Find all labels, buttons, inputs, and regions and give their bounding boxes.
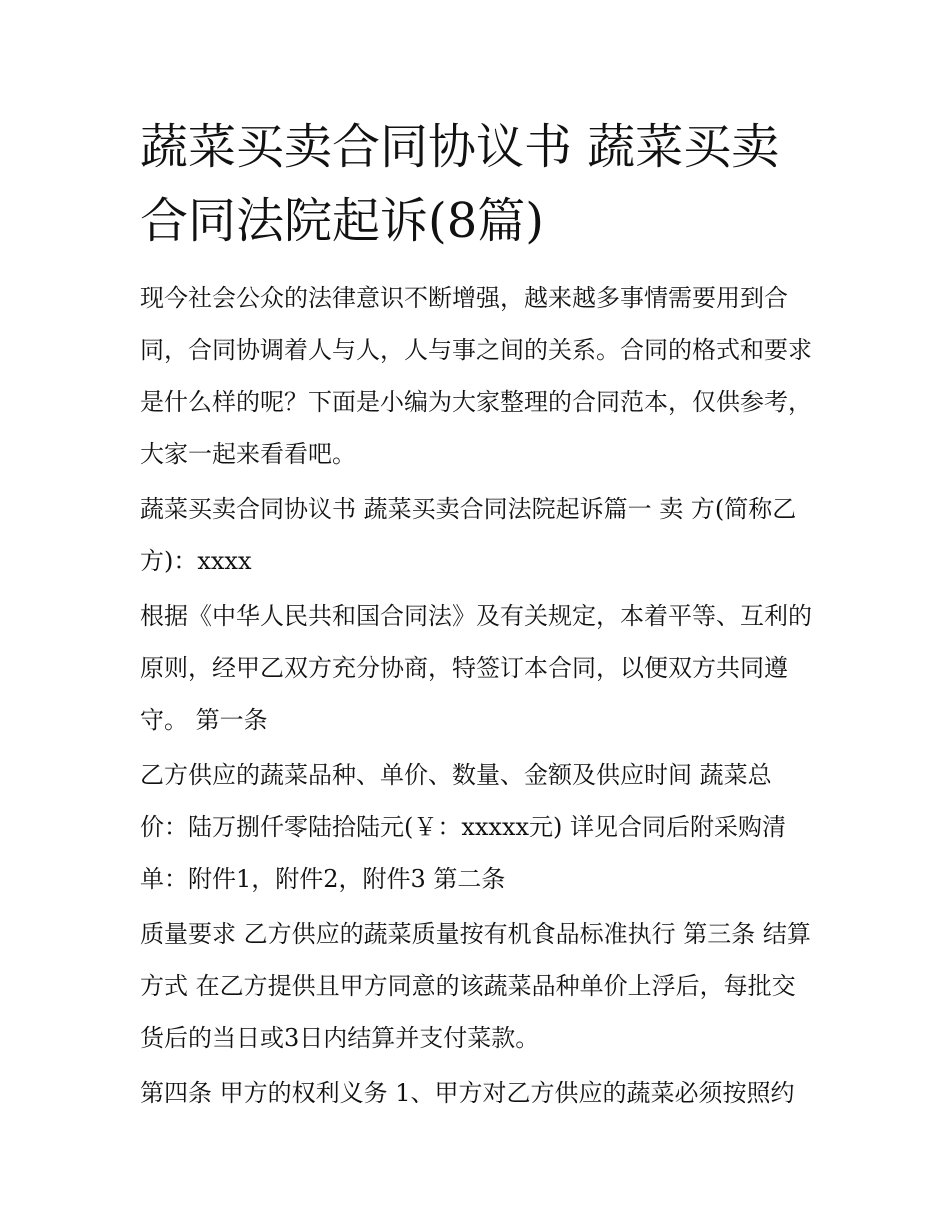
paragraph-article-4: 第四条 甲方的权利义务 1、甲方对乙方供应的蔬菜必须按照约 bbox=[140, 1079, 795, 1107]
paragraph-article-1: 乙方供应的蔬菜品种、单价、数量、金额及供应时间 蔬菜总价：陆万捌仟零陆拾陆元(￥：xxxxx元) 详见合同后附采购清单：附件1，附件2，附件3 第二条 bbox=[140, 761, 787, 893]
document-page bbox=[140, 110, 815, 1122]
paragraph-article-2-3: 质量要求 乙方供应的蔬菜质量按有机食品标准执行 第三条 结算方式 在乙方提供且甲方同意的该蔬菜品种单价上浮后，每批交货后的当日或3日内结算并支付菜款。 bbox=[140, 920, 811, 1052]
document-title: 蔬菜买卖合同协议书 蔬菜买卖合同法院起诉(8篇) bbox=[140, 119, 780, 249]
paragraph-article-seller: 蔬菜买卖合同协议书 蔬菜买卖合同法院起诉篇一 卖 方(简称乙方)：xxxx bbox=[140, 495, 797, 575]
paragraph-intro: 现今社会公众的法律意识不断增强，越来越多事情需要用到合同，合同协调着人与人，人与事之间的关系。合同的格式和要求是什么样的呢？下面是小编为大家整理的合同范本，仅供参考，大家一起来看看吧。 bbox=[140, 284, 812, 468]
paragraph-principles: 根据《中华人民共和国合同法》及有关规定，本着平等、互利的原则，经甲乙双方充分协商，特签订本合同，以便双方共同遵守。 第一条 bbox=[140, 602, 812, 734]
